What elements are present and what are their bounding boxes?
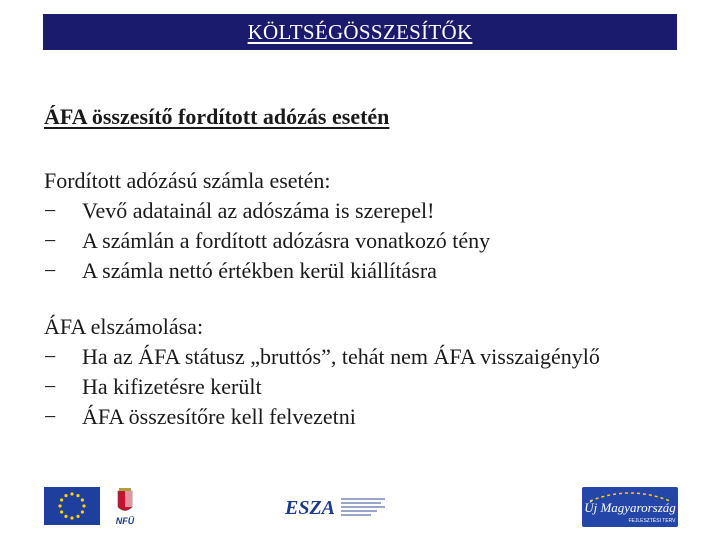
list-item: − A számla nettó értékben kerül kiállításra: [44, 256, 490, 286]
section-reverse-charge: [44, 166, 490, 286]
esza-label: ESZA: [285, 497, 336, 519]
nfu-label: NFÜ: [115, 516, 135, 526]
section-heading: ÁFA összesítő fordított adózás esetén: [44, 104, 390, 129]
nfu-logo: [110, 487, 140, 527]
section-intro: ÁFA elszámolása:: [44, 314, 204, 339]
ujmo-label: Új Magyarország: [584, 500, 676, 515]
bullet-dash: −: [44, 374, 57, 399]
list-item: − ÁFA összesítőre kell felvezetni: [44, 402, 600, 432]
page-title: KÖLTSÉGÖSSZESÍTŐK: [247, 19, 473, 44]
section-intro: Fordított adózású számla esetén:: [44, 168, 331, 193]
bullet-dash: −: [44, 258, 57, 283]
list-item: − Ha kifizetésre került: [44, 372, 600, 402]
bullet-dash: −: [44, 198, 57, 223]
bullet-dash: −: [44, 228, 57, 253]
list-item: − Vevő adatainál az adószáma is szerepel!: [44, 196, 490, 226]
esza-logo: [283, 490, 388, 522]
eu-flag-icon: [44, 487, 100, 525]
list-item: − Ha az ÁFA státusz „bruttós”, tehát nem ÁFA visszaigénylő: [44, 342, 600, 372]
uj-magyarorszag-logo: [582, 487, 678, 527]
bullet-dash: −: [44, 404, 57, 429]
section-vat-accounting: [44, 312, 600, 432]
ujmo-sub: FEJLESZTÉSI TERV: [628, 518, 676, 524]
list-item: − A számlán a fordított adózásra vonatkozó tény: [44, 226, 490, 256]
title-bar: [43, 14, 677, 50]
bullet-dash: −: [44, 344, 57, 369]
